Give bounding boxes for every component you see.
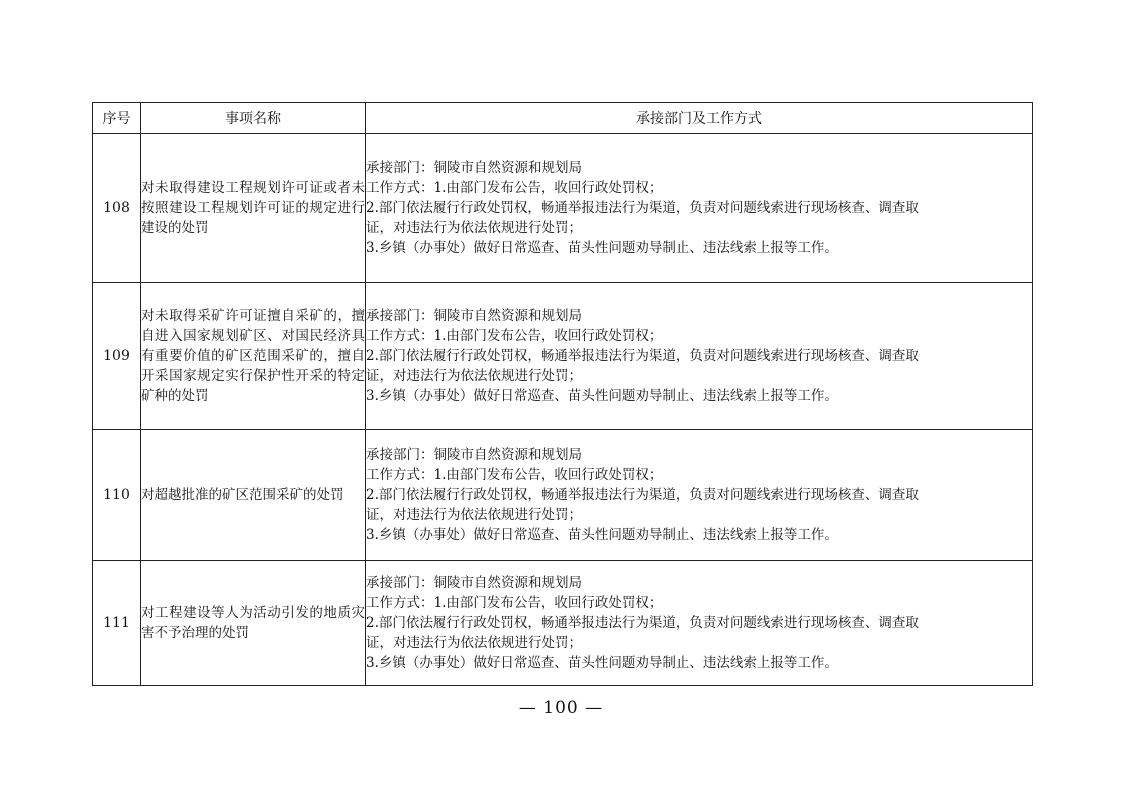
- row-index: 110: [93, 430, 141, 561]
- method-line: 承接部门：铜陵市自然资源和规划局: [366, 160, 582, 176]
- method-line: 3.乡镇（办事处）做好日常巡查、苗头性问题劝导制止、违法线索上报等工作。: [366, 655, 838, 671]
- table-row: [93, 283, 1033, 430]
- method-line: 2.部门依法履行行政处罚权，畅通举报违法行为渠道，负责对问题线索进行现场核查、调查取: [366, 487, 919, 503]
- item-name: 对超越批准的矿区范围采矿的处罚: [141, 430, 366, 561]
- item-name: 对工程建设等人为活动引发的地质灾害不予治理的处罚: [141, 561, 366, 686]
- row-index: 108: [93, 134, 141, 283]
- method-line: 工作方式：1.由部门发布公告，收回行政处罚权；: [366, 180, 663, 196]
- item-name: 对未取得采矿许可证擅自采矿的，擅自进入国家规划矿区、对国民经济具有重要价值的矿区范围采矿的，擅自开采国家规定实行保护性开采的特定矿种的处罚: [141, 283, 366, 430]
- row-index: 111: [93, 561, 141, 686]
- method-line: 3.乡镇（办事处）做好日常巡查、苗头性问题劝导制止、违法线索上报等工作。: [366, 240, 838, 256]
- method-line: 承接部门：铜陵市自然资源和规划局: [366, 308, 582, 324]
- method-cell: [366, 430, 1033, 561]
- method-line: 工作方式：1.由部门发布公告，收回行政处罚权；: [366, 328, 663, 344]
- header-name: 事项名称: [141, 103, 366, 134]
- page-number: — 100 —: [518, 698, 604, 718]
- method-cell: [366, 134, 1033, 283]
- table-row: [93, 430, 1033, 561]
- method-line: 工作方式：1.由部门发布公告，收回行政处罚权；: [366, 467, 663, 483]
- method-cell: [366, 561, 1033, 686]
- row-index: 109: [93, 283, 141, 430]
- method-cell: [366, 283, 1033, 430]
- method-line: 证，对违法行为依法依规进行处罚；: [366, 368, 582, 384]
- table-header-row: [93, 103, 1033, 134]
- method-line: 3.乡镇（办事处）做好日常巡查、苗头性问题劝导制止、违法线索上报等工作。: [366, 527, 838, 543]
- items-table: [92, 102, 1033, 686]
- method-line: 2.部门依法履行行政处罚权，畅通举报违法行为渠道，负责对问题线索进行现场核查、调查取: [366, 615, 919, 631]
- method-line: 承接部门：铜陵市自然资源和规划局: [366, 447, 582, 463]
- item-name: 对未取得建设工程规划许可证或者未按照建设工程规划许可证的规定进行建设的处罚: [141, 134, 366, 283]
- header-method: 承接部门及工作方式: [366, 103, 1033, 134]
- method-line: 证，对违法行为依法依规进行处罚；: [366, 635, 582, 651]
- method-line: 证，对违法行为依法依规进行处罚；: [366, 220, 582, 236]
- method-line: 证，对违法行为依法依规进行处罚；: [366, 507, 582, 523]
- method-line: 2.部门依法履行行政处罚权，畅通举报违法行为渠道，负责对问题线索进行现场核查、调查取: [366, 200, 919, 216]
- table-row: [93, 561, 1033, 686]
- table-row: [93, 134, 1033, 283]
- header-index: 序号: [93, 103, 141, 134]
- method-line: 工作方式：1.由部门发布公告，收回行政处罚权；: [366, 595, 663, 611]
- method-line: 3.乡镇（办事处）做好日常巡查、苗头性问题劝导制止、违法线索上报等工作。: [366, 388, 838, 404]
- method-line: 2.部门依法履行行政处罚权，畅通举报违法行为渠道，负责对问题线索进行现场核查、调查取: [366, 348, 919, 364]
- method-line: 承接部门：铜陵市自然资源和规划局: [366, 575, 582, 591]
